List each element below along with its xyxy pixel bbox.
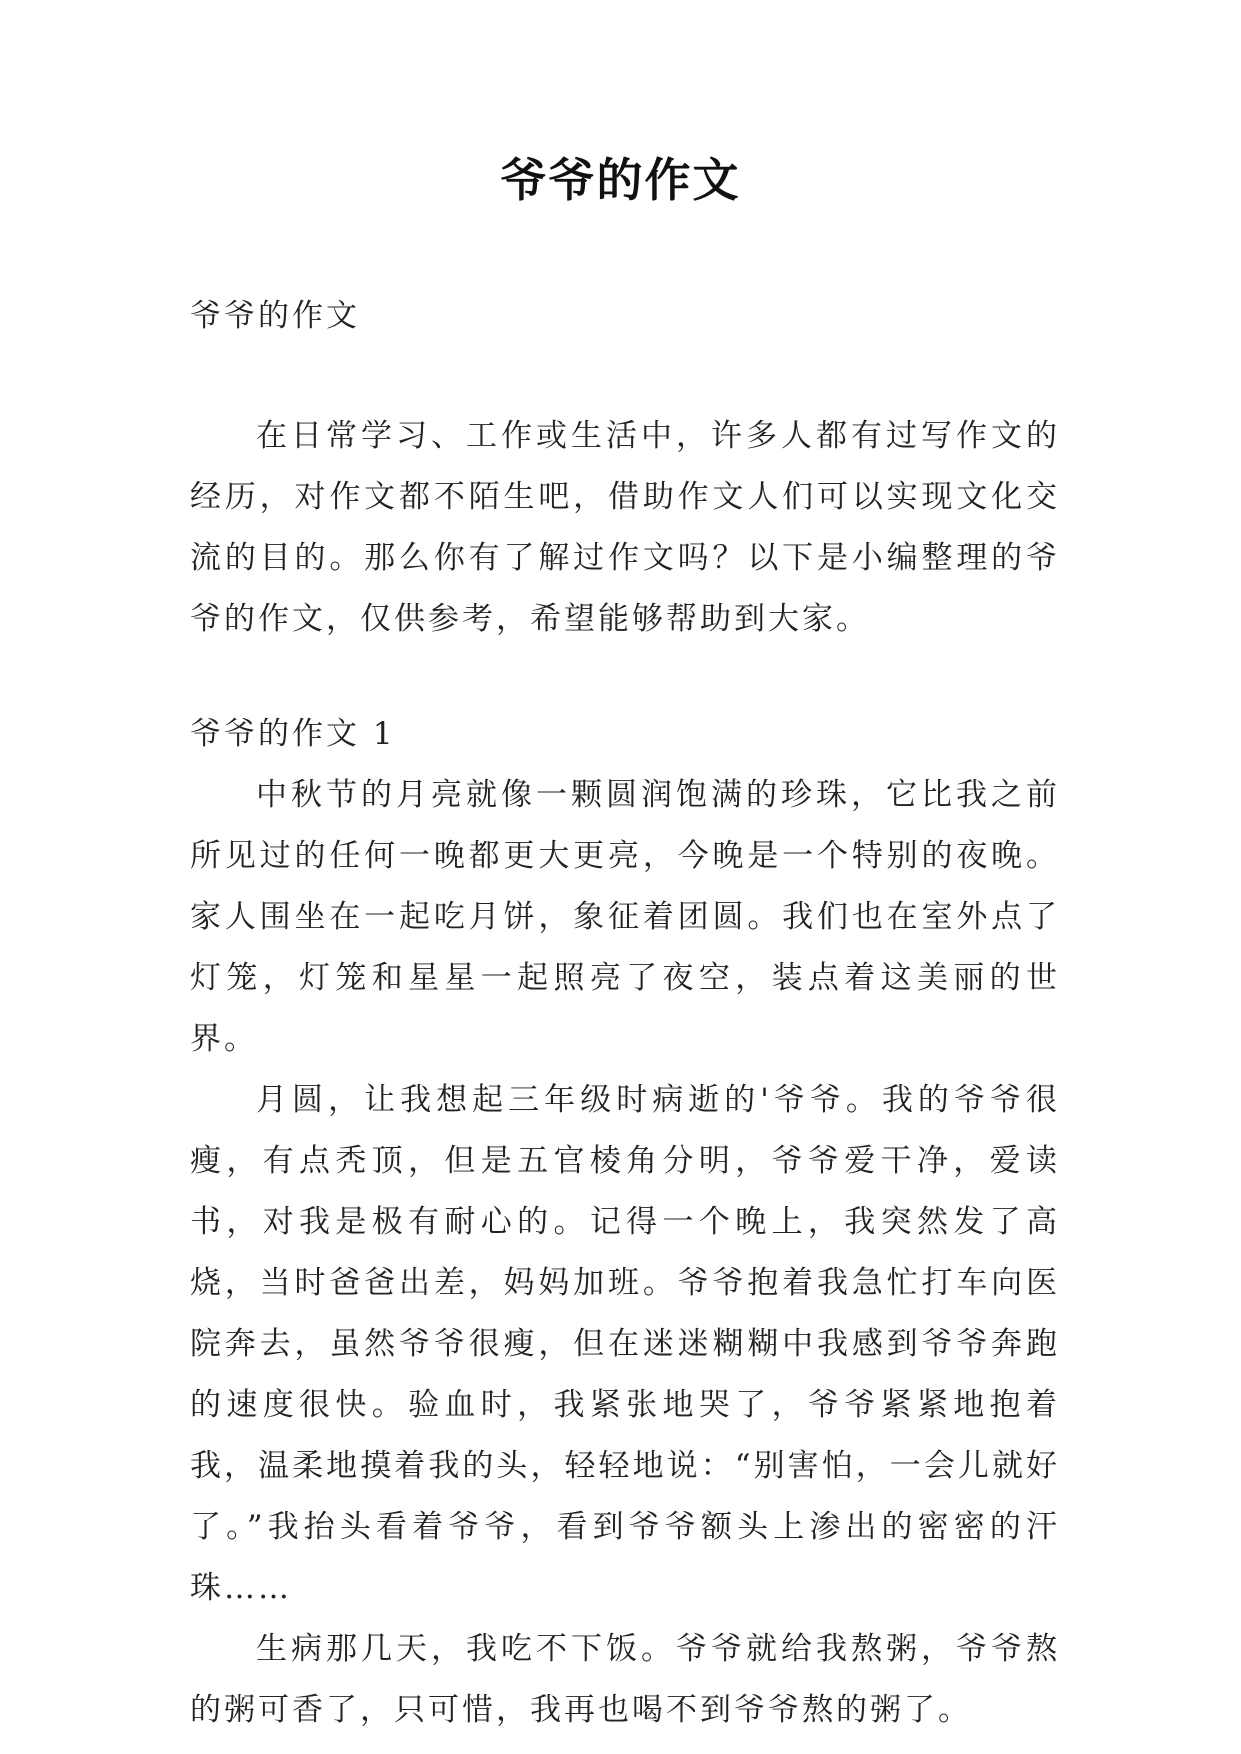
intro-paragraph: 在日常学习、工作或生活中，许多人都有过写作文的经历，对作文都不陌生吧，借助作文人们可以实现文化交流的目的。那么你有了解过作文吗？以下是小编整理的爷爷的作文，仅供参考，希望能够帮助到大家。 [190,418,1060,637]
body-paragraph-3: 生病那几天，我吃不下饭。爷爷就给我熬粥，爷爷熬的粥可香了，只可惜，我再也喝不到爷爷熬的粥了。 [190,1631,1060,1728]
body-paragraph-2: 月圆，让我想起三年级时病逝的'爷爷。我的爷爷很瘦，有点秃顶，但是五官棱角分明，爷爷爱干净，爱读书，对我是极有耐心的。记得一个晚上，我突然发了高烧，当时爸爸出差，妈妈加班。爷爷抱着我急忙打车向医院奔去，虽然爷爷很瘦，但在迷迷糊糊中我感到爷爷奔跑的速度很快。验血时，我紧张地哭了，爷爷紧紧地抱着我，温柔地摸着我的头，轻轻地说：“别害怕，一会儿就好了。”我抬头看着爷爷，看到爷爷额头上渗出的密密的汗珠…… [190,1082,1060,1606]
document-title: 爷爷的作文 [500,153,741,207]
document-body [190,286,1060,1741]
section-heading: 爷爷的作文 1 [190,716,396,752]
body-paragraph-1: 中秋节的月亮就像一颗圆润饱满的珍珠，它比我之前所见过的任何一晚都更大更亮，今晚是一个特别的夜晚。家人围坐在一起吃月饼，象征着团圆。我们也在室外点了灯笼，灯笼和星星一起照亮了夜空，装点着这美丽的世界。 [190,777,1060,1057]
document-subtitle: 爷爷的作文 [190,298,360,334]
